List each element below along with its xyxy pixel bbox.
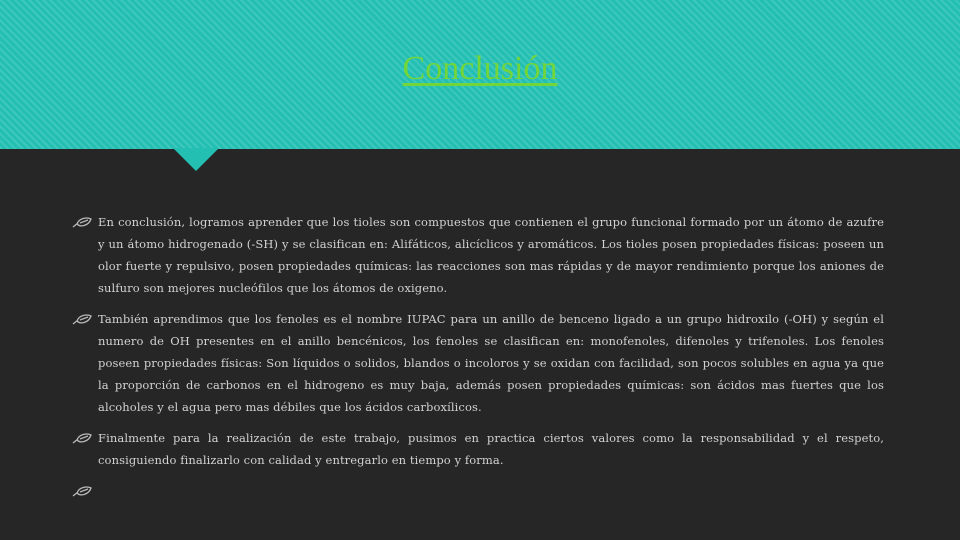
bullet-text: En conclusión, logramos aprender que los tioles son compuestos que contienen el grupo funcional formado por un átomo de azufre y un átomo hidrogenado (-SH) y se clasifican en: Alifáticos, alicíclicos y aromáticos. Los tioles posen propiedades físicas: poseen un olor fuerte y repulsivo, posen propiedades químicas: las reacciones son mas rápidas y de mayor rendimiento porque los aniones de sulfuro son mejores nucleófilos que los átomos de oxigeno. [98,215,884,295]
bullet-item [72,308,884,418]
bullet-text: También aprendimos que los fenoles es el nombre IUPAC para un anillo de benceno ligado a un grupo hidroxilo (-OH) y según el numero de OH presentes en el anillo bencénicos, los fenoles se clasifican en: monofenoles, difenoles y trifenoles. Los fenoles poseen propiedades físicas: Son líquidos o solidos, blandos o incoloros y se oxidan con facilidad, son pocos solubles en agua ya que la proporción de carbonos en el hidrogeno es muy baja, además posen propiedades químicas: son ácidos mas fuertes que los alcoholes y el agua pero mas débiles que los ácidos carboxílicos. [98,312,884,414]
leaf-bullet-icon [72,480,98,498]
bullet-item [72,427,884,471]
bullet-item [72,480,884,498]
bullet-text: Finalmente para la realización de este trabajo, pusimos en practica ciertos valores como la responsabilidad y el respeto, consiguiendo finalizarlo con calidad y entregarlo en tiempo y forma. [98,431,884,467]
bullet-item [72,211,884,299]
leaf-bullet-icon [72,427,98,445]
slide-title: Conclusión [402,50,558,87]
leaf-bullet-icon [72,211,98,229]
banner-notch [173,148,219,171]
leaf-bullet-icon [72,308,98,326]
slide-body [72,211,884,507]
